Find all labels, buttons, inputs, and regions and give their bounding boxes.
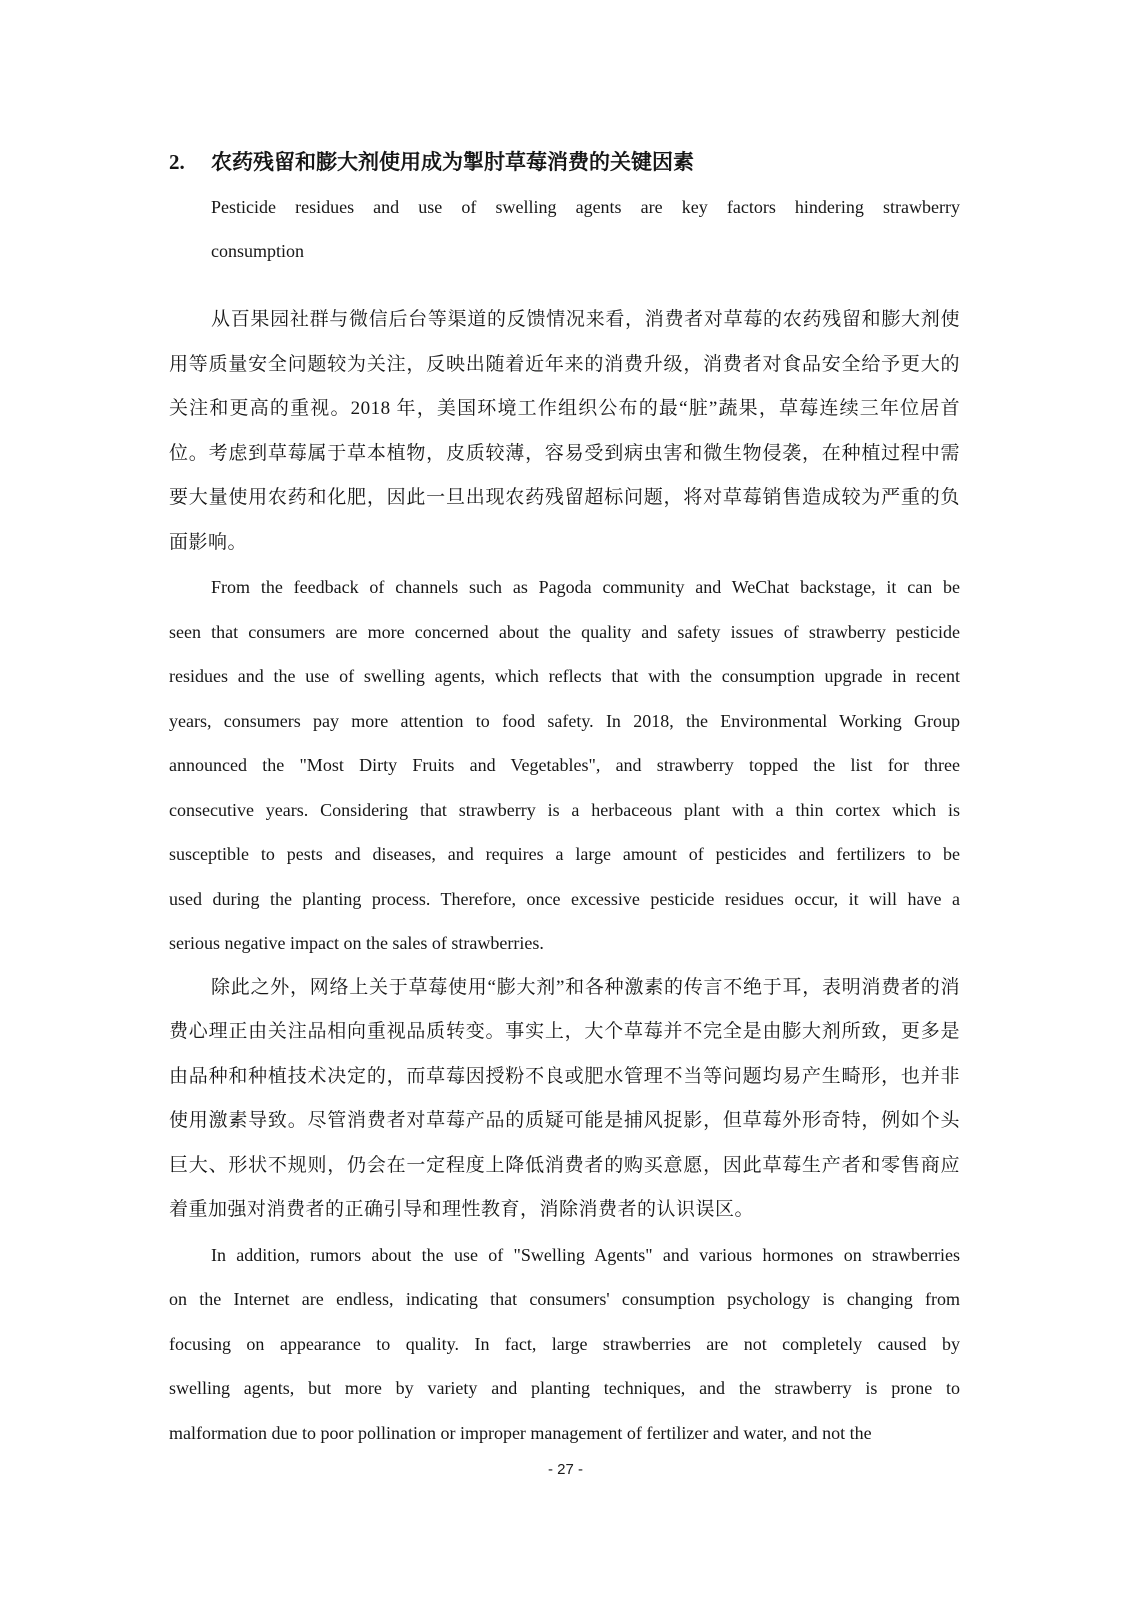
- text-line: announced the "Most Dirty Fruits and Vegetables", and strawberry topped the list for three: [169, 755, 960, 775]
- text-line: used during the planting process. Therefore, once excessive pesticide residues occur, it will have a: [169, 888, 960, 909]
- heading-subtitle-line: Pesticide residues and use of swelling agents are key factors hindering strawberry: [211, 196, 960, 217]
- text-line: malformation due to poor pollination or improper management of fertilizer and water, and not the: [169, 1422, 872, 1443]
- paragraph-spacer: [169, 274, 960, 299]
- page-content: [169, 140, 960, 1455]
- text-line: 费心理正由关注品相向重视品质转变。事实上，大个草莓并不完全是由膨大剂所致，更多是: [169, 1021, 960, 1042]
- text-line: residues and the use of swelling agents, which reflects that with the consumption upgrade in recent: [169, 666, 960, 686]
- text-line: seen that consumers are more concerned about the quality and safety issues of strawberry pesticide: [169, 621, 960, 642]
- section-title-zh: 农药残留和膨大剂使用成为掣肘草莓消费的关键因素: [211, 150, 694, 174]
- text-line: From the feedback of channels such as Pagoda community and WeChat backstage, it can be: [211, 577, 960, 597]
- text-line: 用等质量安全问题较为关注，反映出随着近年来的消费升级，消费者对食品安全给予更大的: [169, 353, 960, 375]
- text-line: 使用激素导致。尽管消费者对草莓产品的质疑可能是捕风捉影，但草莓外形奇特，例如个头: [169, 1110, 960, 1131]
- text-line: serious negative impact on the sales of strawberries.: [169, 933, 544, 953]
- text-line: 由品种和种植技术决定的，而草莓因授粉不良或肥水管理不当等问题均易产生畸形，也并非: [169, 1065, 960, 1087]
- text-line: swelling agents, but more by variety and planting techniques, and the strawberry is prone to: [169, 1378, 960, 1398]
- paragraph-en: [169, 565, 960, 966]
- text-line: susceptible to pests and diseases, and requires a large amount of pesticides and fertilizers to be: [169, 844, 960, 864]
- section-subtitle-en: [211, 185, 960, 274]
- text-line: consecutive years. Considering that strawberry is a herbaceous plant with a thin cortex which is: [169, 799, 960, 820]
- section-number: 2.: [169, 150, 185, 174]
- body-paragraphs: [169, 298, 960, 1455]
- text-line: on the Internet are endless, indicating that consumers' consumption psychology is changing from: [169, 1289, 960, 1309]
- section-heading: [169, 140, 960, 185]
- text-line: 要大量使用农药和化肥，因此一旦出现农药残留超标问题，将对草莓销售造成较为严重的负: [169, 487, 960, 508]
- text-line: 着重加强对消费者的正确引导和理性教育，消除消费者的认识误区。: [169, 1199, 755, 1220]
- paragraph-en: [169, 1233, 960, 1456]
- text-line: 面影响。: [169, 531, 248, 553]
- text-line: 巨大、形状不规则，仍会在一定程度上降低消费者的购买意愿，因此草莓生产者和零售商应: [169, 1154, 960, 1176]
- heading-subtitle-line: consumption: [211, 241, 304, 261]
- text-line: In addition, rumors about the use of "Swelling Agents" and various hormones on strawberries: [211, 1244, 960, 1265]
- paragraph-zh: [169, 298, 960, 565]
- text-line: 关注和更高的重视。2018 年，美国环境工作组织公布的最“脏”蔬果，草莓连续三年位居首: [169, 398, 960, 419]
- text-line: focusing on appearance to quality. In fact, large strawberries are not completely caused by: [169, 1333, 960, 1354]
- paragraph-zh: [169, 966, 960, 1233]
- text-line: 位。考虑到草莓属于草本植物，皮质较薄，容易受到病虫害和微生物侵袭，在种植过程中需: [169, 442, 960, 464]
- text-line: 除此之外，网络上关于草莓使用“膨大剂”和各种激素的传言不绝于耳，表明消费者的消: [211, 976, 960, 998]
- text-line: years, consumers pay more attention to food safety. In 2018, the Environmental Working Group: [169, 710, 960, 731]
- text-line: 从百果园社群与微信后台等渠道的反馈情况来看，消费者对草莓的农药残留和膨大剂使: [211, 309, 960, 330]
- page-number-footer: - 27 -: [547, 1461, 583, 1478]
